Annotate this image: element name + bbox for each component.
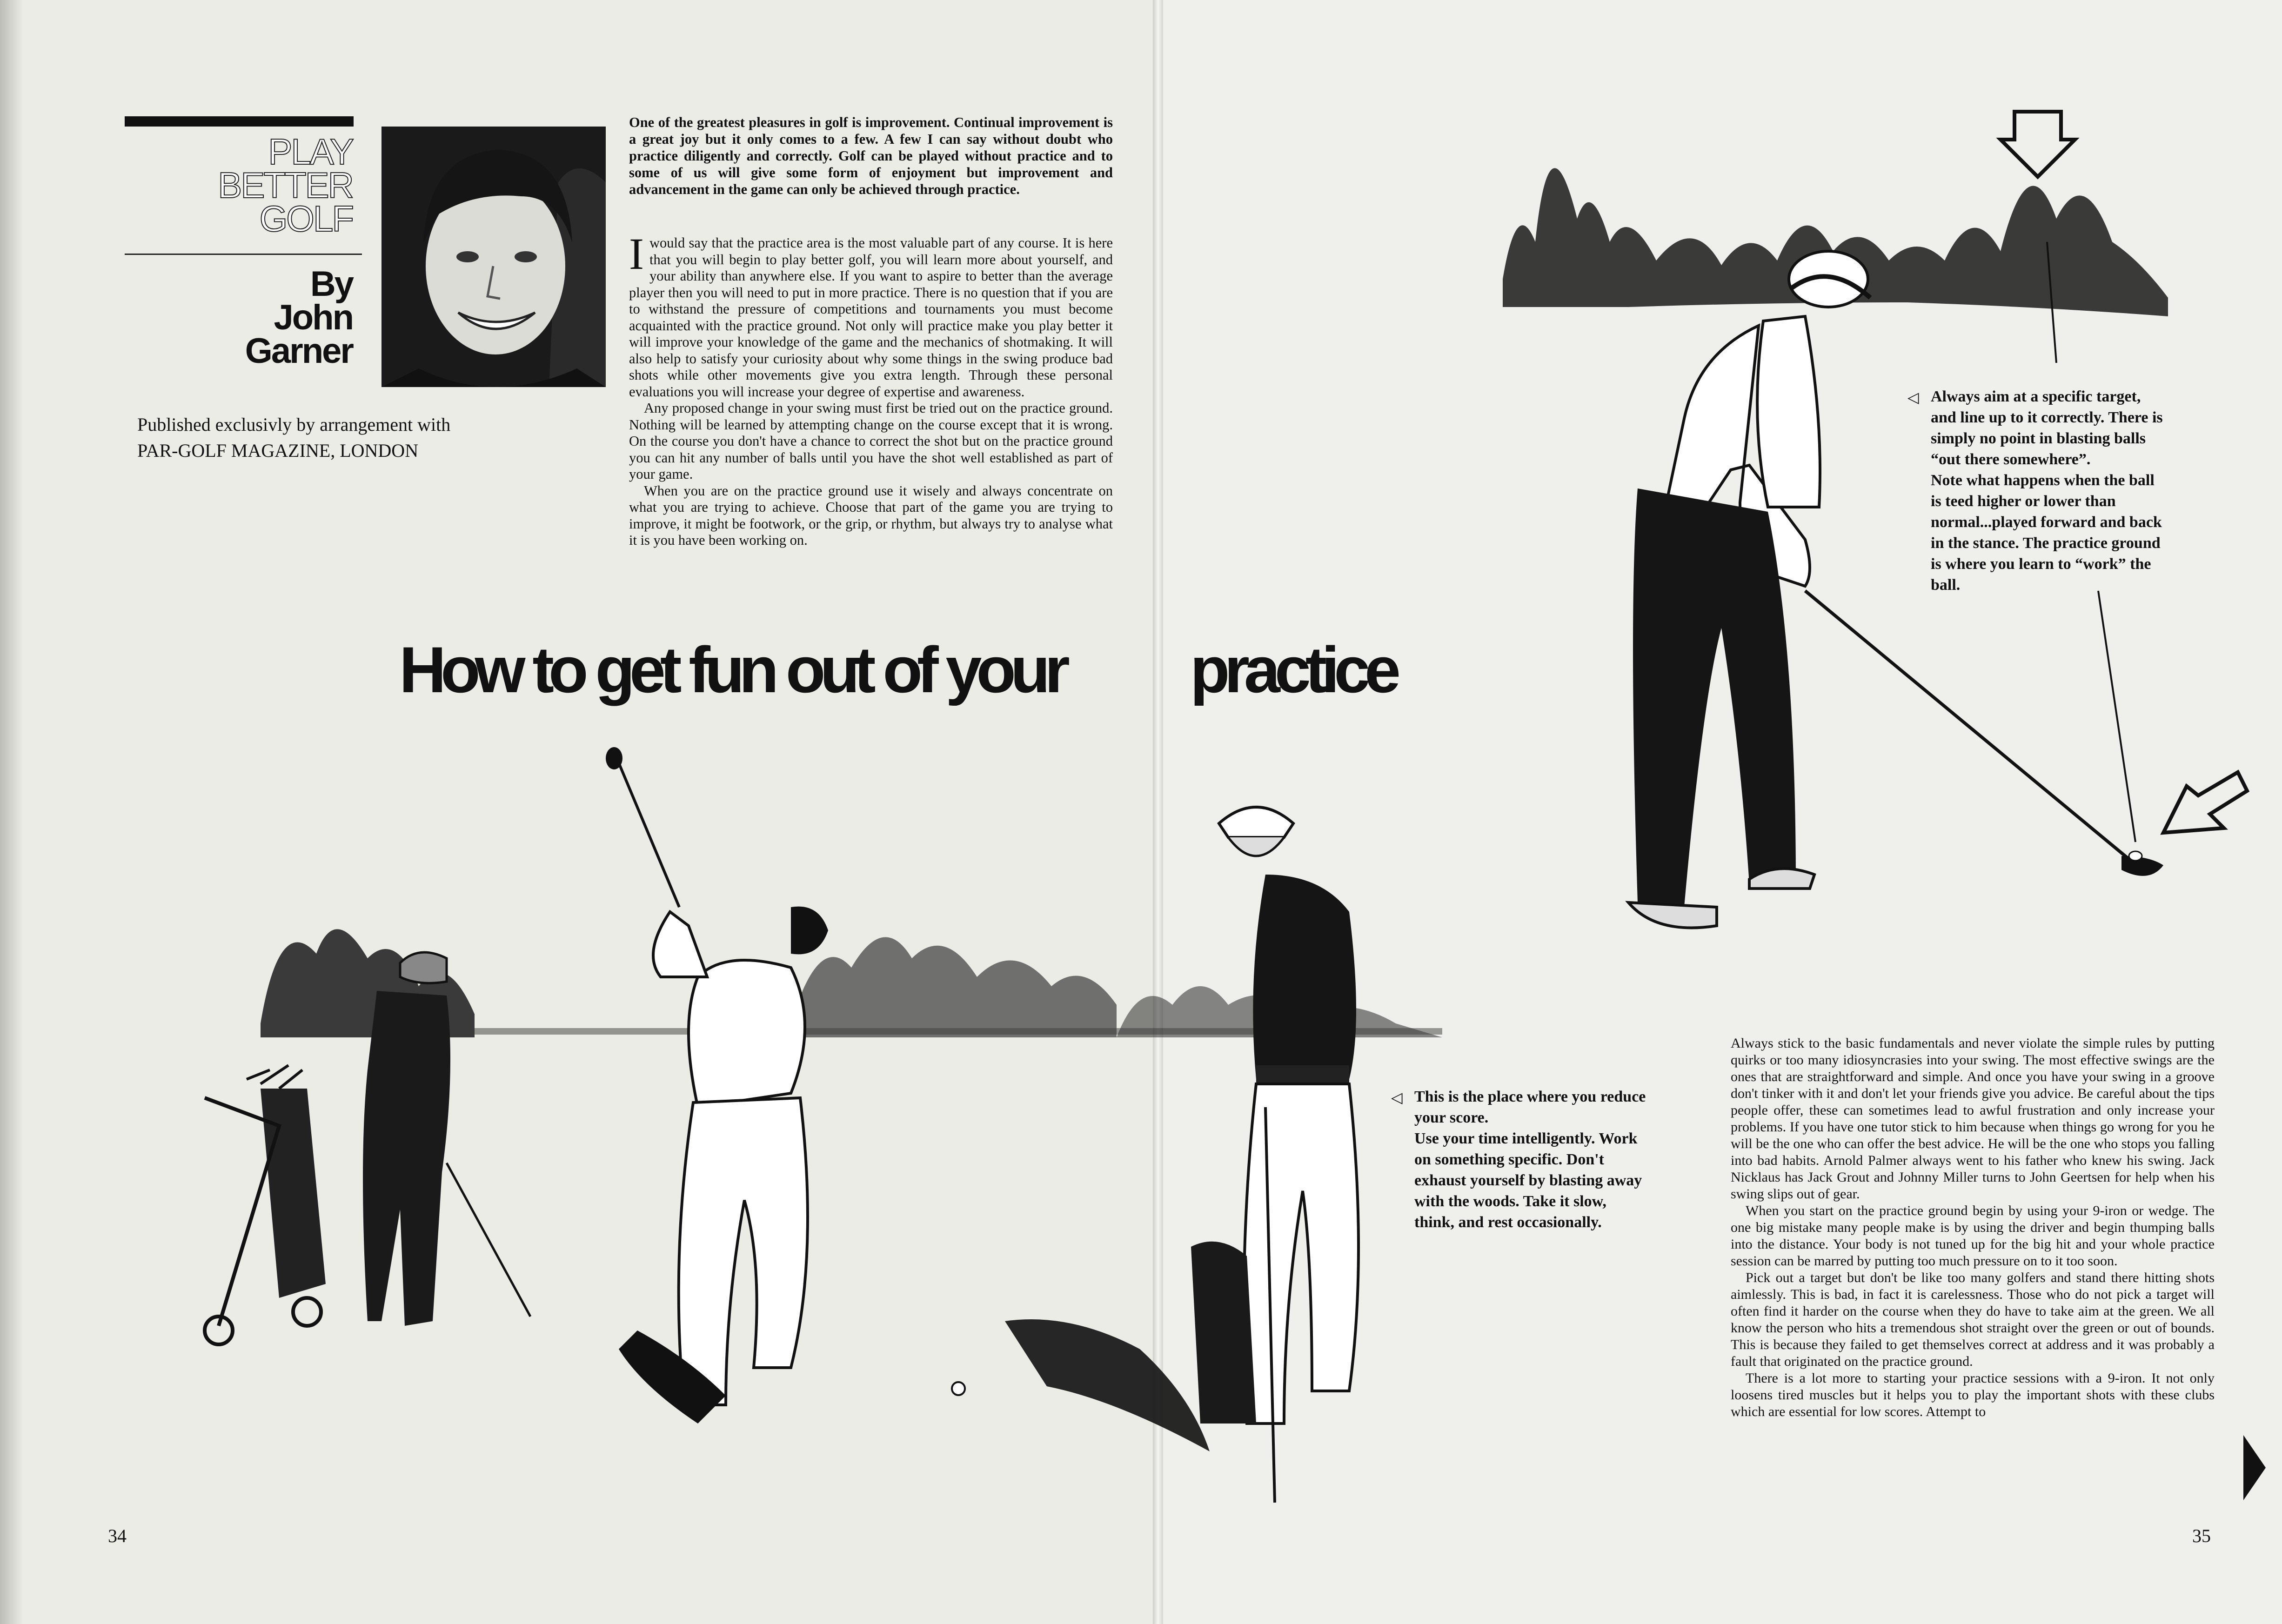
continue-arrow-icon [2243,1435,2266,1500]
caption-marker-icon: ◁ [1907,389,1919,406]
publication-credit: Published exclusivly by arrangement with PAR-GOLF MAGAZINE, LONDON [137,414,451,461]
ball-arrow-icon [2163,772,2247,833]
caption-marker-icon: ◁ [1391,1089,1403,1106]
article-body-right: Always stick to the basic fundamentals and never violate the simple rules by putting quirks or too many idiosyncrasies into your swing. The most effective swings are the ones that are straightforward and simple. And once you have your swing in a groove don't tinker with it and don't let your friends give you advice. Be careful about the tips people offer, these can sometimes lead to awful frustration and only increase your problems. If you have one tutor stick to him because when things go wrong for you he will be the one who can offer the best advice. He will be the one who stops you falling into bad habits. Arnold Palmer always went to his father who knew his swing. Jack Nicklaus has Jack Grout and Johnny Miller turns to John Geertsen for help when his swing slips out of gear. When you start on the practice ground begin by using your 9-iron or wedge. The one big mistake many people make is by using the driver and begin thumping balls into the distance. Your body is not tuned up for the big hit and your whole practice session can be marred by putting too much pressure on to it too soon. Pick out a target but don't be like too many golfers and stand there hitting shots aimlessly. This is bad, in fact it is carelessness. Those who do not pick a target will often find it harder on the course when they do have to take aim at the green. We all know the person who hits a tremendous shot straight over the green or out of bounds. This is because they failed to get themselves correct at address and it was probably a fault that originated on the practice ground. There is a lot more to starting your practice sessions with a 9-iron. It not only loosens tired muscles but it helps you to play the important shots with these clubs which are essential for low scores. Attempt to [1731,1036,2215,1419]
caption-score: ◁ This is the place where you reduce your score. Use your time intelligently. Work on something specific. Don't exhaust yourself by blasting away with the woods. Take it slow, think, and rest occasionally. [1391,1088,1646,1231]
series-title: PLAY BETTER GOLF [218,131,353,239]
article-body-left: Iwould say that the practice area is the most valuable part of any course. It is here that you will begin to play better golf, you will learn more about yourself, and your ability than anywhere else. If you want to aspire to better than the average player then you will need to put in more practice. There is no question that if you are to withstand the pressure of competitions and tournaments you must become acquainted with the practice ground. Not only will practice make you play better it will improve your knowledge of the game and the mechanics of shotmaking. It will also help to satisfy your curiosity about why some things in the swing produce bad shots while other movements give you extra length. Through these personal evaluations you will increase your degree of expertise and awareness. Any proposed change in your swing must first be tried out on the practice ground. Nothing will be learned by attempting change on the course except that it is wrong. On the course you don't have a chance to correct the shot but on the practice ground you can hit any number of balls until you have the shot well established as part of your game. When you are on the practice ground use it wisely and always concentrate on what you are trying to achieve. Choose that part of the game you are trying to improve, it might be footwork, or the grip, or rhythm, but always try to analyse what it is you have been working on. [629,229,1113,548]
article-intro: One of the greatest pleasures in golf is improvement. Continual improvement is a great joy but it only comes to a few. A few I can say without doubt who practice diligently and correctly. Golf can be played without practice and to some of us will give some form of enjoyment but improvement and advancement in the game can only be achieved through practice. [629,114,1113,197]
page-number-right: 35 [2192,1525,2211,1546]
golfer-backswing-figure [606,747,965,1424]
golfer-standing-figure [1005,807,1358,1503]
drop-cap: I [629,229,644,279]
caption-target: ◁ Always aim at a specific target, and line up to it correctly. There is simply no point in blasting balls “out there somewhere”. Note what happens when the ball is teed higher or lower than normal...played forward and back in the stance. The practice ground is where you learn to “work” the ball. [1907,388,2163,594]
page-number-left: 34 [108,1525,127,1546]
article-headline: How to get fun out of your practice [399,633,1395,706]
author-byline: By John Garner [245,264,353,371]
target-arrow-icon [2001,112,2075,177]
